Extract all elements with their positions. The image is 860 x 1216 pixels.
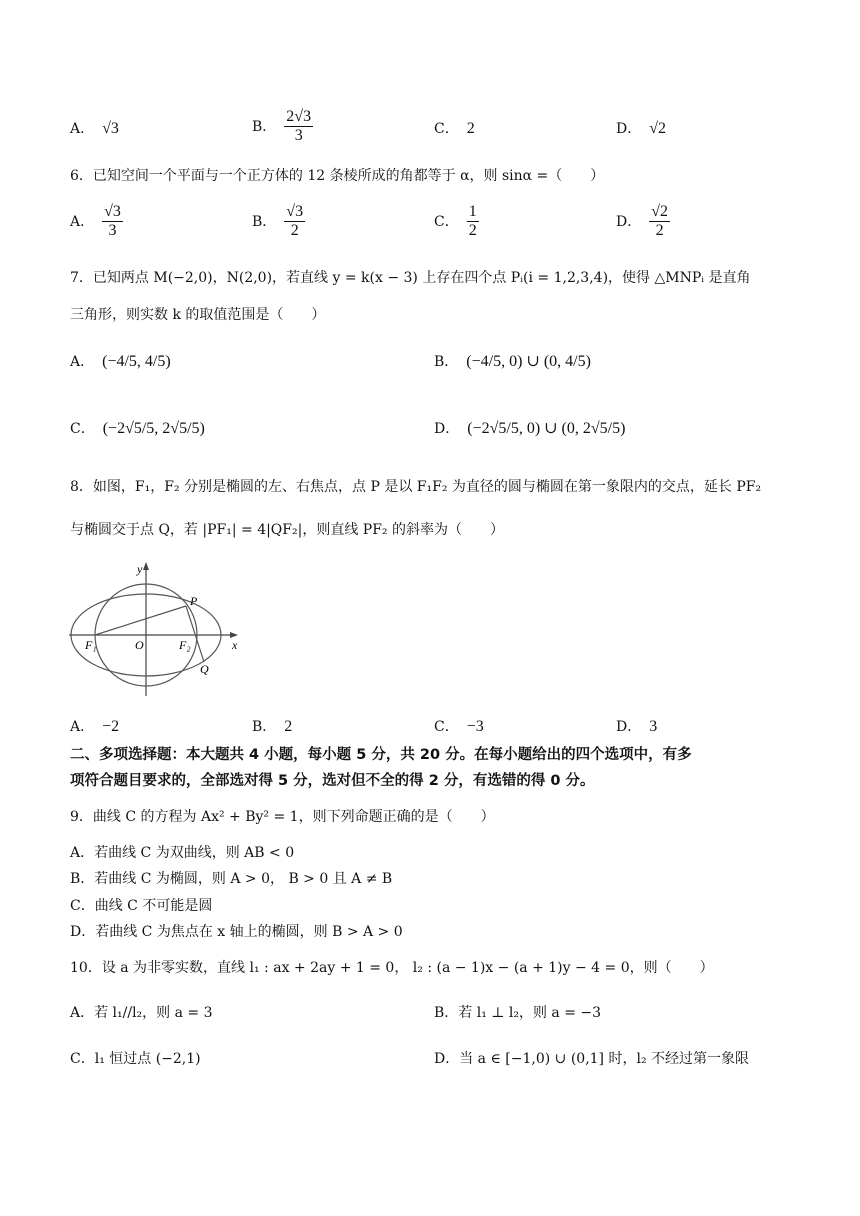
option-label: A． bbox=[70, 213, 95, 230]
option-label: D． bbox=[616, 213, 642, 230]
option-value: (−4/5, 0) ∪ (0, 4/5) bbox=[466, 353, 591, 370]
denominator: 2 bbox=[468, 222, 477, 239]
q6-stem: 6．已知空间一个平面与一个正方体的 12 条棱所成的角都等于 α，则 sinα =（ ） bbox=[70, 168, 605, 184]
q9-option-c: C．曲线 C 不可能是圆 bbox=[70, 898, 213, 914]
option-label: C． bbox=[434, 213, 459, 230]
q7-option-a bbox=[70, 352, 171, 372]
q7-option-d bbox=[434, 419, 625, 439]
option-label: B． bbox=[434, 354, 459, 370]
f2-label: F₂ bbox=[179, 638, 191, 652]
fraction bbox=[284, 108, 313, 145]
x-label: x bbox=[232, 638, 238, 652]
line-pq bbox=[186, 606, 204, 662]
option-label: A． bbox=[70, 719, 95, 735]
option-label: D． bbox=[434, 421, 460, 437]
q10-option-a: A．若 l₁//l₂，则 a = 3 bbox=[70, 1005, 213, 1021]
q7-stem-line1: 7．已知两点 M(−2,0)，N(2,0)，若直线 y = k(x − 3) 上存在四个点 Pᵢ(i = 1,2,3,4)，使得 △MNPᵢ 是直角 bbox=[70, 270, 751, 286]
q9-option-d: D．若曲线 C 为焦点在 x 轴上的椭圆，则 B > A > 0 bbox=[70, 924, 403, 940]
option-value: 2 bbox=[284, 718, 293, 735]
ellipse-circle-figure bbox=[65, 560, 250, 700]
numerator: √2 bbox=[651, 203, 669, 220]
option-label: C． bbox=[70, 421, 95, 437]
option-label: B． bbox=[252, 118, 277, 135]
q10-option-c: C．l₁ 恒过点 (−2,1) bbox=[70, 1051, 201, 1067]
numerator: √3 bbox=[104, 203, 121, 220]
q6-option-b bbox=[252, 203, 305, 240]
q5-option-a bbox=[70, 119, 119, 139]
option-value: −2 bbox=[102, 718, 120, 735]
q8-option-c bbox=[434, 717, 484, 737]
q9-stem: 9．曲线 C 的方程为 Ax² + By² = 1，则下列命题正确的是（ ） bbox=[70, 809, 495, 825]
q10-option-d: D．当 a ∈ [−1,0) ∪ (0,1] 时，l₂ 不经过第一象限 bbox=[434, 1051, 750, 1067]
denominator: 2 bbox=[290, 222, 299, 239]
option-value: √3 bbox=[102, 120, 119, 137]
numerator: √3 bbox=[286, 203, 304, 220]
q7-stem-line2: 三角形，则实数 k 的取值范围是（ ） bbox=[70, 307, 326, 323]
option-label: D． bbox=[616, 719, 642, 735]
fraction bbox=[284, 203, 305, 240]
denominator: 3 bbox=[108, 222, 117, 239]
q-label: Q bbox=[200, 662, 209, 676]
q8-stem-line1: 8．如图，F₁，F₂ 分别是椭圆的左、右焦点，点 P 是以 F₁F₂ 为直径的圆与椭圆在第一象限内的交点，延长 PF₂ bbox=[70, 479, 762, 495]
f1-label: F₁ bbox=[85, 638, 97, 652]
denominator: 3 bbox=[294, 127, 303, 144]
numerator: 1 bbox=[468, 203, 477, 220]
q9-option-b: B．若曲线 C 为椭圆，则 A > 0， B > 0 且 A ≠ B bbox=[70, 871, 393, 887]
q10-stem: 10．设 a 为非零实数，直线 l₁ : ax + 2ay + 1 = 0， l₂ : (a − 1)x − (a + 1)y − 4 = 0，则（ ） bbox=[70, 960, 714, 976]
option-value: 3 bbox=[649, 718, 658, 735]
option-label: B． bbox=[252, 213, 277, 230]
option-value: √2 bbox=[649, 120, 667, 137]
option-value: (−2√5/5, 2√5/5) bbox=[102, 420, 205, 437]
option-value: −3 bbox=[466, 718, 484, 735]
y-axis-arrow-icon bbox=[143, 562, 149, 570]
p-label: P bbox=[190, 594, 198, 608]
section2-heading-line2: 项符合题目要求的，全部选对得 5 分，选对但不全的得 2 分，有选错的得 0 分。 bbox=[70, 773, 595, 789]
q6-option-d bbox=[616, 203, 670, 240]
q5-option-d bbox=[616, 119, 666, 139]
fraction bbox=[649, 203, 670, 240]
q6-option-c bbox=[434, 203, 479, 240]
option-label: B． bbox=[252, 719, 277, 735]
q8-option-b bbox=[252, 717, 292, 737]
option-label: A． bbox=[70, 121, 95, 137]
numerator: 2√3 bbox=[286, 108, 312, 125]
q6-option-a bbox=[70, 203, 123, 240]
fraction bbox=[102, 203, 123, 240]
q5-option-b bbox=[252, 108, 313, 145]
q7-option-c bbox=[70, 419, 205, 439]
q10-option-b: B．若 l₁ ⊥ l₂，则 a = −3 bbox=[434, 1005, 602, 1021]
fraction bbox=[467, 203, 479, 240]
denominator: 2 bbox=[655, 222, 664, 239]
option-label: D． bbox=[616, 121, 642, 137]
section2-heading-line1: 二、多项选择题：本大题共 4 小题，每小题 5 分，共 20 分。在每小题给出的四个选项中，有多 bbox=[70, 747, 692, 763]
origin-label: O bbox=[135, 638, 144, 652]
option-label: C． bbox=[434, 719, 459, 735]
option-value: (−2√5/5, 0) ∪ (0, 2√5/5) bbox=[467, 420, 626, 437]
option-value: 2 bbox=[466, 120, 475, 137]
option-label: C． bbox=[434, 121, 459, 137]
line-pf1 bbox=[95, 606, 186, 635]
q8-stem-line2: 与椭圆交于点 Q，若 |PF₁| = 4|QF₂|，则直线 PF₂ 的斜率为（ ） bbox=[70, 522, 504, 538]
option-value: (−4/5, 4/5) bbox=[102, 353, 171, 370]
q5-option-c bbox=[434, 119, 475, 139]
q9-option-a: A．若曲线 C 为双曲线，则 AB < 0 bbox=[70, 845, 295, 861]
option-label: A． bbox=[70, 354, 95, 370]
q8-option-d bbox=[616, 717, 657, 737]
y-label: y bbox=[137, 562, 143, 576]
q8-option-a bbox=[70, 717, 119, 737]
q7-option-b bbox=[434, 352, 591, 372]
